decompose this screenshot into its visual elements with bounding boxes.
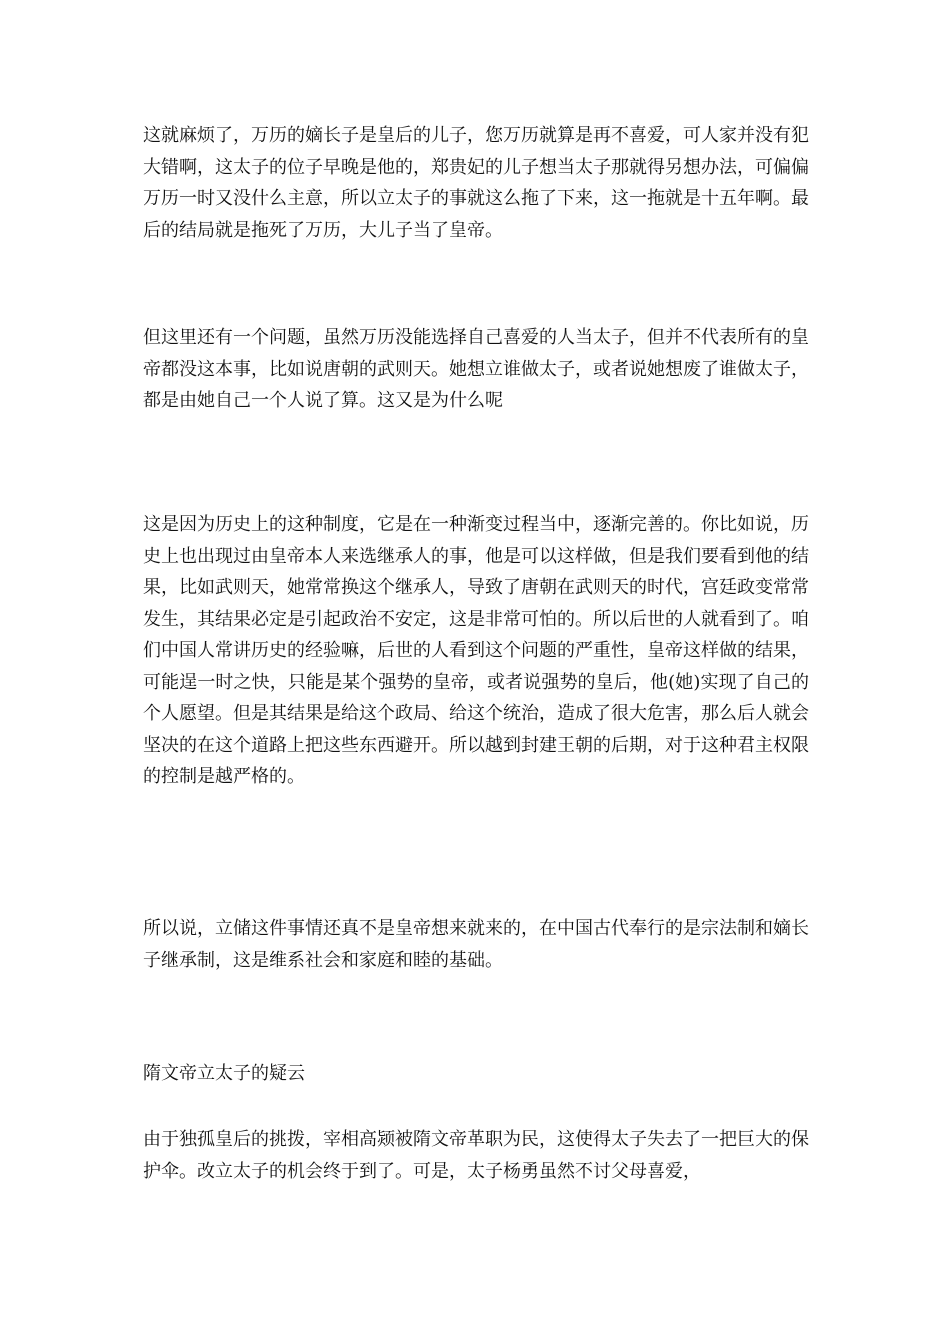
paragraph-1: 这就麻烦了，万历的嫡长子是皇后的儿子，您万历就算是再不喜爱，可人家并没有犯大错啊，这太子的位子早晚是他的，郑贵妃的儿子想当太子那就得另想办法，可偏偏万历一时又没什么主意，所以立太子的事就这么拖了下来，这一拖就是十五年啊。最后的结局就是拖死了万历，大儿子当了皇帝。 (143, 125, 809, 241)
section-heading: 隋文帝立太子的疑云 (143, 1063, 305, 1084)
paragraph-2: 但这里还有一个问题，虽然万历没能选择自己喜爱的人当太子，但并不代表所有的皇帝都没这本事，比如说唐朝的武则天。她想立谁做太子，或者说她想废了谁做太子，都是由她自己一个人说了算。这又是为什么呢 (143, 327, 809, 411)
paragraph-4: 所以说，立储这件事情还真不是皇帝想来就来的，在中国古代奉行的是宗法制和嫡长子继承制，这是维系社会和家庭和睦的基础。 (143, 918, 809, 971)
paragraph-5: 由于独孤皇后的挑拨，宰相高颎被隋文帝革职为民，这使得太子失去了一把巨大的保护伞。改立太子的机会终于到了。可是，太子杨勇虽然不讨父母喜爱， (143, 1129, 809, 1182)
paragraph-3: 这是因为历史上的这种制度，它是在一种渐变过程当中，逐渐完善的。你比如说，历史上也出现过由皇帝本人来选继承人的事，他是可以这样做，但是我们要看到他的结果，比如武则天，她常常换这个继承人，导致了唐朝在武则天的时代，宫廷政变常常发生，其结果必定是引起政治不安定，这是非常可怕的。所以后世的人就看到了。咱们中国人常讲历史的经验嘛，后世的人看到这个问题的严重性，皇帝这样做的结果，可能逞一时之快，只能是某个强势的皇帝，或者说强势的皇后，他(她)实现了自己的个人愿望。但是其结果是给这个政局、给这个统治，造成了很大危害，那么后人就会坚决的在这个道路上把这些东西避开。所以越到封建王朝的后期，对于这种君主权限的控制是越严格的。 (143, 514, 809, 787)
